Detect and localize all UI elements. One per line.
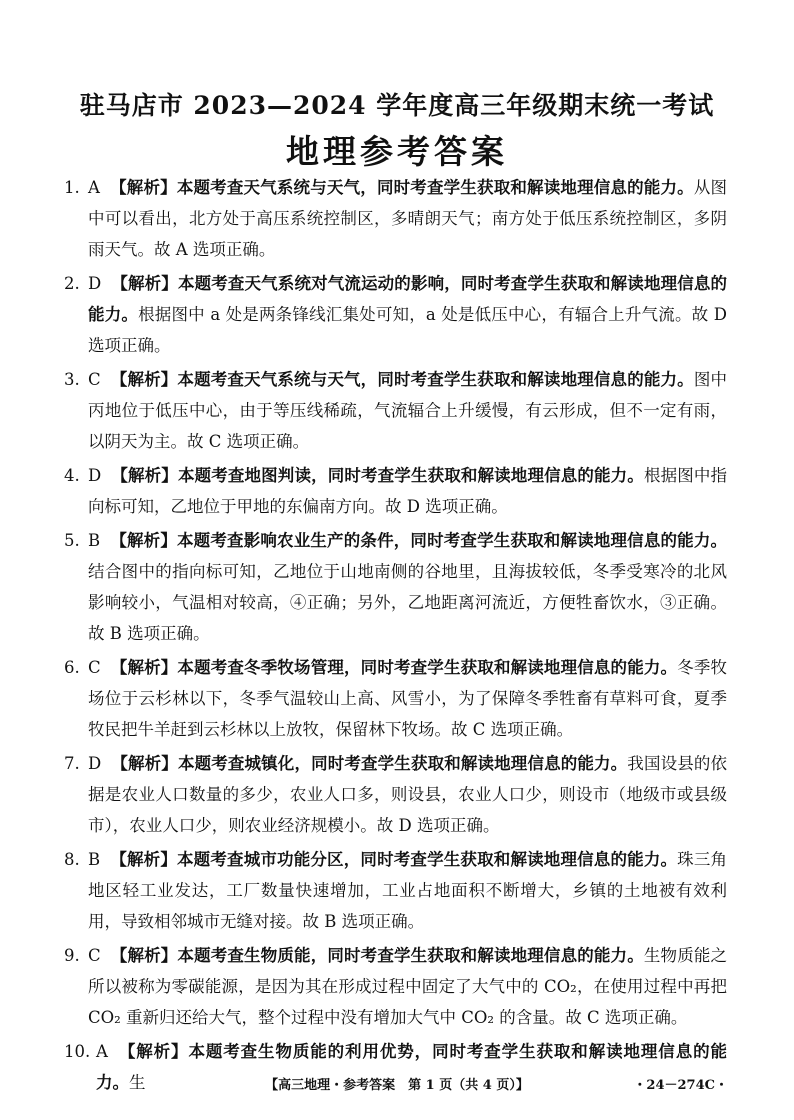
analysis-tag: 【解析】 xyxy=(111,754,178,773)
answer-item-8 xyxy=(64,844,727,937)
analysis-text: 图中丙地位于低压中心，由于等压线稀疏，气流辐合上升缓慢，有云形成，但不一定有雨，以阴天为主。故 C 选项正确。 xyxy=(88,370,728,451)
question-number: 5. xyxy=(64,531,80,550)
answer-item-2 xyxy=(64,268,728,361)
analysis-lead: 本题考查城市功能分区，同时考查学生获取和解读地理信息的能力。 xyxy=(177,850,678,869)
answer-choice: D xyxy=(88,466,102,485)
answer-choice: A xyxy=(88,178,100,197)
analysis-tag: 【解析】 xyxy=(110,370,178,389)
exam-title: 驻马店市 2023—2024 学年度高三年级期末统一考试 xyxy=(79,91,715,120)
analysis-text: 生物质能之所以被称为零碳能源，是因为其在形成过程中固定了大气中的 CO₂，在使用过程中再把 CO₂ 重新归还给大气，整个过程中没有增加大气中 CO₂ 的含量。故 C 选项正确。 xyxy=(88,946,728,1027)
answer-item-6 xyxy=(64,652,728,745)
analysis-lead: 本题考查城镇化，同时考查学生获取和解读地理信息的能力。 xyxy=(177,754,628,773)
analysis-tag: 【解析】 xyxy=(109,178,177,197)
answer-item-9 xyxy=(64,940,728,1033)
answer-item-4 xyxy=(64,460,728,522)
analysis-lead: 本题考查影响农业生产的条件，同时考查学生获取和解读地理信息的能力。 xyxy=(177,531,727,550)
analysis-tag: 【解析】 xyxy=(110,531,177,550)
analysis-text: 结合图中的指向标可知，乙地位于山地南侧的谷地里，且海拔较低，冬季受寒冷的北风影响较小，气温相对较高，④正确；另外，乙地距离河流近，方便牲畜饮水，③正确。故 B 选项正确。 xyxy=(88,562,727,643)
answer-choice: B xyxy=(88,850,101,869)
answer-item-7 xyxy=(64,748,728,841)
answer-choice: C xyxy=(88,658,101,677)
answer-item-5 xyxy=(64,525,727,649)
footer-page-info: 【高三地理・参考答案 第 1 页（共 4 页）】 xyxy=(265,1078,529,1093)
answer-choice: D xyxy=(88,274,102,293)
analysis-text: 根据图中 a 处是两条锋线汇集处可知，a 处是低压中心，有辐合上升气流。故 D 选项正确。 xyxy=(88,305,728,355)
answer-item-1 xyxy=(64,172,728,265)
question-number: 10. xyxy=(64,1042,91,1061)
answer-choice: D xyxy=(88,754,102,773)
analysis-text: 我国设县的依据是农业人口数量的多少，农业人口多，则设县，农业人口少，则设市（地级市或县级市），农业人口少，则农业经济规模小。故 D 选项正确。 xyxy=(88,754,728,835)
analysis-lead: 本题考查地图判读，同时考查学生获取和解读地理信息的能力。 xyxy=(177,466,644,485)
document-title: 地理参考答案 xyxy=(286,132,508,171)
question-number: 3. xyxy=(64,370,80,389)
analysis-tag: 【解析】 xyxy=(111,274,178,293)
analysis-lead: 本题考查天气系统与天气，同时考查学生获取和解读地理信息的能力。 xyxy=(176,178,694,197)
answer-choice: B xyxy=(88,531,101,550)
question-number: 9. xyxy=(64,946,80,965)
answer-choice: C xyxy=(88,370,101,389)
question-number: 7. xyxy=(64,754,80,773)
analysis-text: 从图中可以看出，北方处于高压系统控制区，多晴朗天气；南方处于低压系统控制区，多阴雨天气。故 A 选项正确。 xyxy=(88,178,728,259)
analysis-lead: 本题考查生物质能，同时考查学生获取和解读地理信息的能力。 xyxy=(177,946,644,965)
question-number: 1. xyxy=(64,178,80,197)
answer-choice: A xyxy=(96,1042,108,1061)
question-number: 4. xyxy=(64,466,80,485)
analysis-tag: 【解析】 xyxy=(110,658,178,677)
analysis-lead: 本题考查生物质能的利用优势，同时考查学生获取和解读地理信息的能力。 xyxy=(96,1042,728,1092)
footer-code: ・24－274C・ xyxy=(633,1078,728,1093)
analysis-lead: 本题考查天气系统与天气，同时考查学生获取和解读地理信息的能力。 xyxy=(177,370,694,389)
analysis-tag: 【解析】 xyxy=(110,946,178,965)
question-number: 8. xyxy=(64,850,80,869)
analysis-text: 生 xyxy=(129,1073,146,1092)
answer-item-3 xyxy=(64,364,728,457)
analysis-text: 珠三角地区轻工业发达，工厂数量快速增加，工业占地面积不断增大，乡镇的土地被有效利用，导致相邻城市无缝对接。故 B 选项正确。 xyxy=(88,850,727,931)
analysis-lead: 本题考查天气系统对气流运动的影响，同时考查学生获取和解读地理信息的能力。 xyxy=(88,274,728,324)
analysis-text: 根据图中指向标可知，乙地位于甲地的东偏南方向。故 D 选项正确。 xyxy=(88,466,728,516)
analysis-tag: 【解析】 xyxy=(110,850,177,869)
answer-choice: C xyxy=(88,946,101,965)
question-number: 2. xyxy=(64,274,80,293)
analysis-lead: 本题考查冬季牧场管理，同时考查学生获取和解读地理信息的能力。 xyxy=(177,658,678,677)
analysis-tag: 【解析】 xyxy=(117,1042,189,1061)
question-number: 6. xyxy=(64,658,80,677)
analysis-tag: 【解析】 xyxy=(111,466,178,485)
analysis-text: 冬季牧场位于云杉林以下，冬季气温较山上高、风雪小，为了保障冬季牲畜有草料可食，夏季牧民把牛羊赶到云杉林以上放牧，保留林下牧场。故 C 选项正确。 xyxy=(88,658,728,739)
answer-list xyxy=(64,172,728,1101)
